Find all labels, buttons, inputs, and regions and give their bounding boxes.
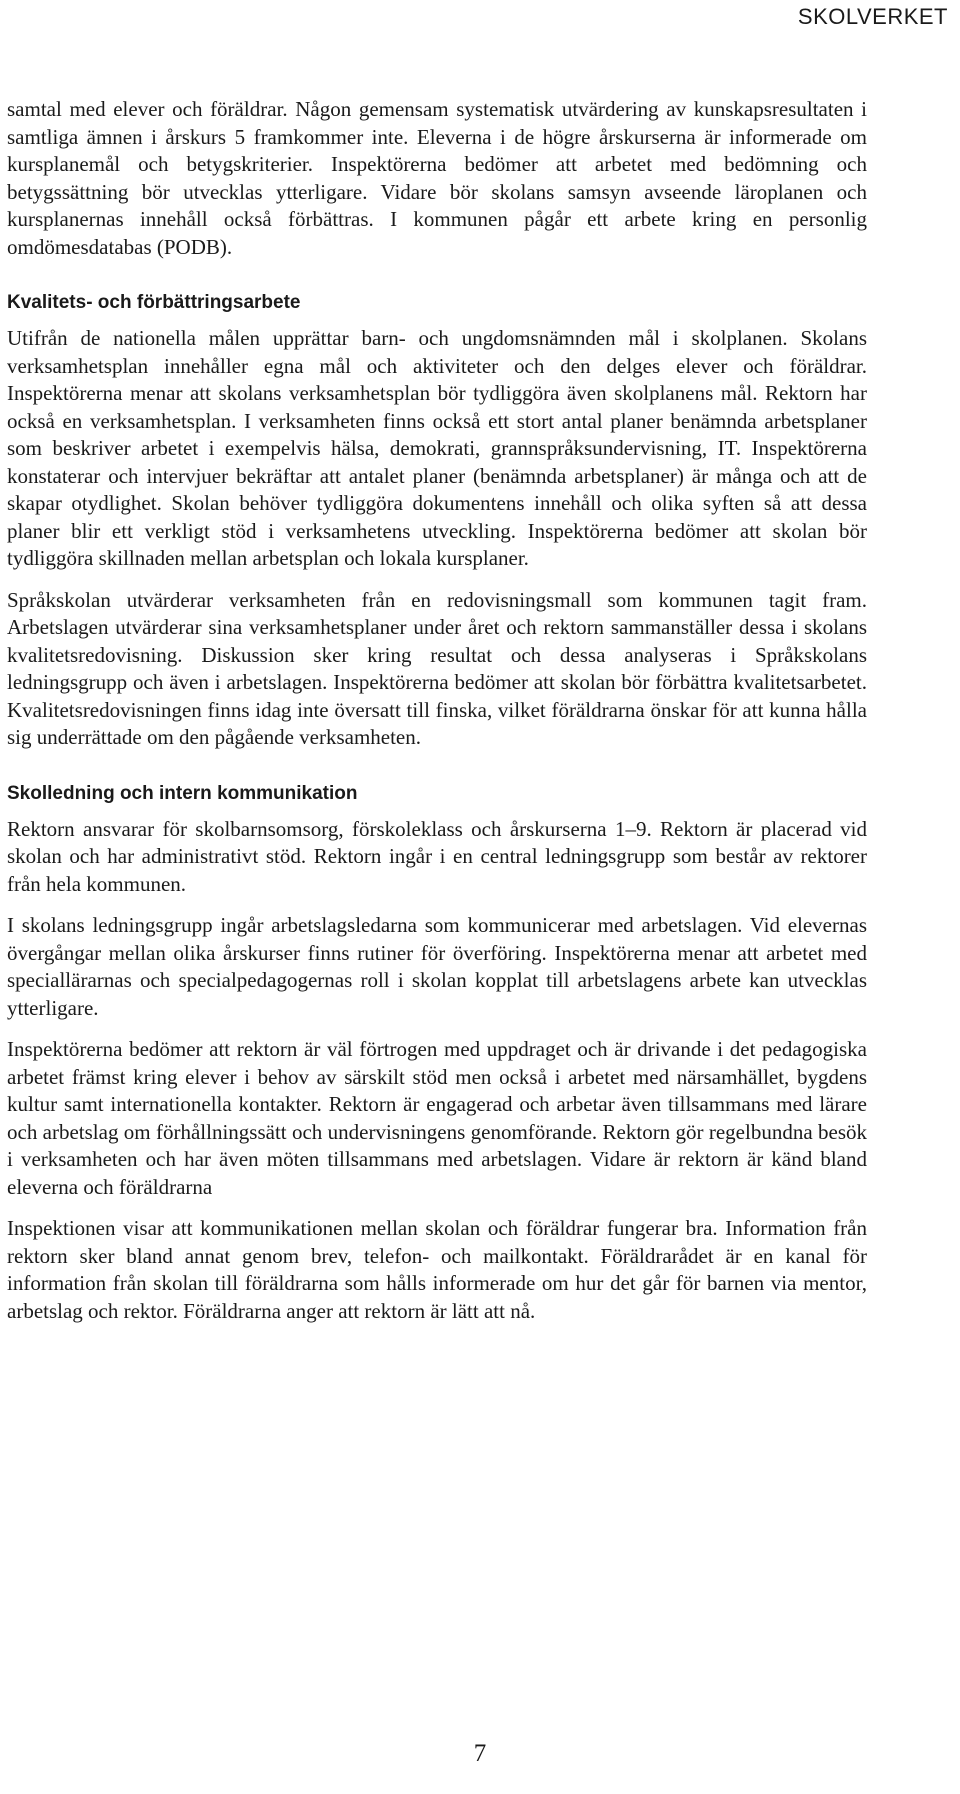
paragraph: Utifrån de nationella målen upprättar barn- och ungdomsnämnden mål i skolplanen. Skolans verksamhetsplan innehåller egna mål och aktiviteter och den delges elever och föräldrar. Inspektörerna menar att skolans verksamhetsplan bör tydliggöra även skolplanens mål. Rektorn har också en verksamhetsplan. I verksamheten finns också ett stort antal planer benämnda arbetsplaner som beskriver arbetet i exempelvis hälsa, demokrati, grannspråksundervisning, IT. Inspektörerna konstaterar och intervjuer bekräftar att antalet planer (benämnda arbetsplaner) är många och att de skapar otydlighet. Skolan behöver tydliggöra dokumentens innehåll och olika syften så att dessa planer blir ett verkligt stöd i verksamhetens utveckling. Inspektörerna bedömer att skolan bör tydliggöra skillnaden mellan arbetsplan och lokala kursplaner.: [7, 326, 867, 570]
section-heading-quality-work: Kvalitets- och förbättringsarbete: [7, 292, 301, 313]
paragraph: Inspektörerna bedömer att rektorn är väl förtrogen med uppdraget och är drivande i det pedagogiska arbetet främst kring elever i behov av särskilt stöd men också i arbetet med närsamhället, bygdens kultur samt internationella kontakter. Rektorn är engagerad och arbetar även tillsammans med lärare och arbetslag om förhållningssätt och undervisningens genomförande. Rektorn gör regelbundna besök i verksamheten och har även möten tillsammans med arbetslagen. Vidare är rektorn är känd bland eleverna och föräldrarna: [7, 1037, 867, 1199]
paragraph: Språkskolan utvärderar verksamheten från en redovisningsmall som kommunen tagit fram. Arbetslagen utvärderar sina verksamhetsplaner under året och rektorn sammanställer dessa i skolans kvalitetsredovisning. Diskussion sker kring resultat och dessa analyseras i Språkskolans ledningsgrupp och även i arbetslagen. Inspektörerna bedömer att skolan bör förbättra kvalitetsarbetet. Kvalitetsredovisningen finns idag inte översatt till finska, vilket föräldrarna önskar för att kunna hålla sig underrättade om den pågående verksamheten.: [7, 587, 867, 749]
paragraph: Inspektionen visar att kommunikationen mellan skolan och föräldrar fungerar bra. Information från rektorn sker bland annat genom brev, telefon- och mailkontakt. Föräldrarådet är en kanal för information från skolan till föräldrarna som hålls informerade om hur det går för barnen via mentor, arbetslag och rektor. Föräldrarna anger att rektorn är lätt att nå.: [7, 1216, 867, 1323]
section-heading-school-leadership: Skolledning och intern kommunikation: [7, 782, 358, 804]
paragraph: I skolans ledningsgrupp ingår arbetslagsledarna som kommunicerar med arbetslagen. Vid elevernas övergångar mellan olika årskurser finns rutiner för överföring. Inspektörerna menar att arbetet med speciallärarnas och specialpedagogernas roll i skolan kopplat till arbetslagens arbete kan utvecklas ytterligare.: [7, 913, 867, 1020]
document-body: [7, 96, 867, 1325]
page-number: 7: [473, 1740, 487, 1767]
paragraph: samtal med elever och föräldrar. Någon gemensam systematisk utvärdering av kunskapsresultaten i samtliga ämnen i årskurs 5 framkommer inte. Eleverna i de högre årskurserna är informerade om kursplanemål och betygskriterier. Inspektörerna bedömer att arbetet med bedömning och betygssättning bör utvecklas ytterligare. Vidare bör skolans samsyn avseende läroplanen och kursplanernas innehåll också förbättras. I kommunen pågår ett arbete kring en personlig omdömesdatabas (PODB).: [7, 97, 867, 259]
header-brand: SKOLVERKET: [797, 4, 948, 29]
paragraph: Rektorn ansvarar för skolbarnsomsorg, förskoleklass och årskurserna 1–9. Rektorn är placerad vid skolan och har administrativt stöd. Rektorn ingår i en central ledningsgrupp som består av rektorer från hela kommunen.: [7, 816, 867, 896]
